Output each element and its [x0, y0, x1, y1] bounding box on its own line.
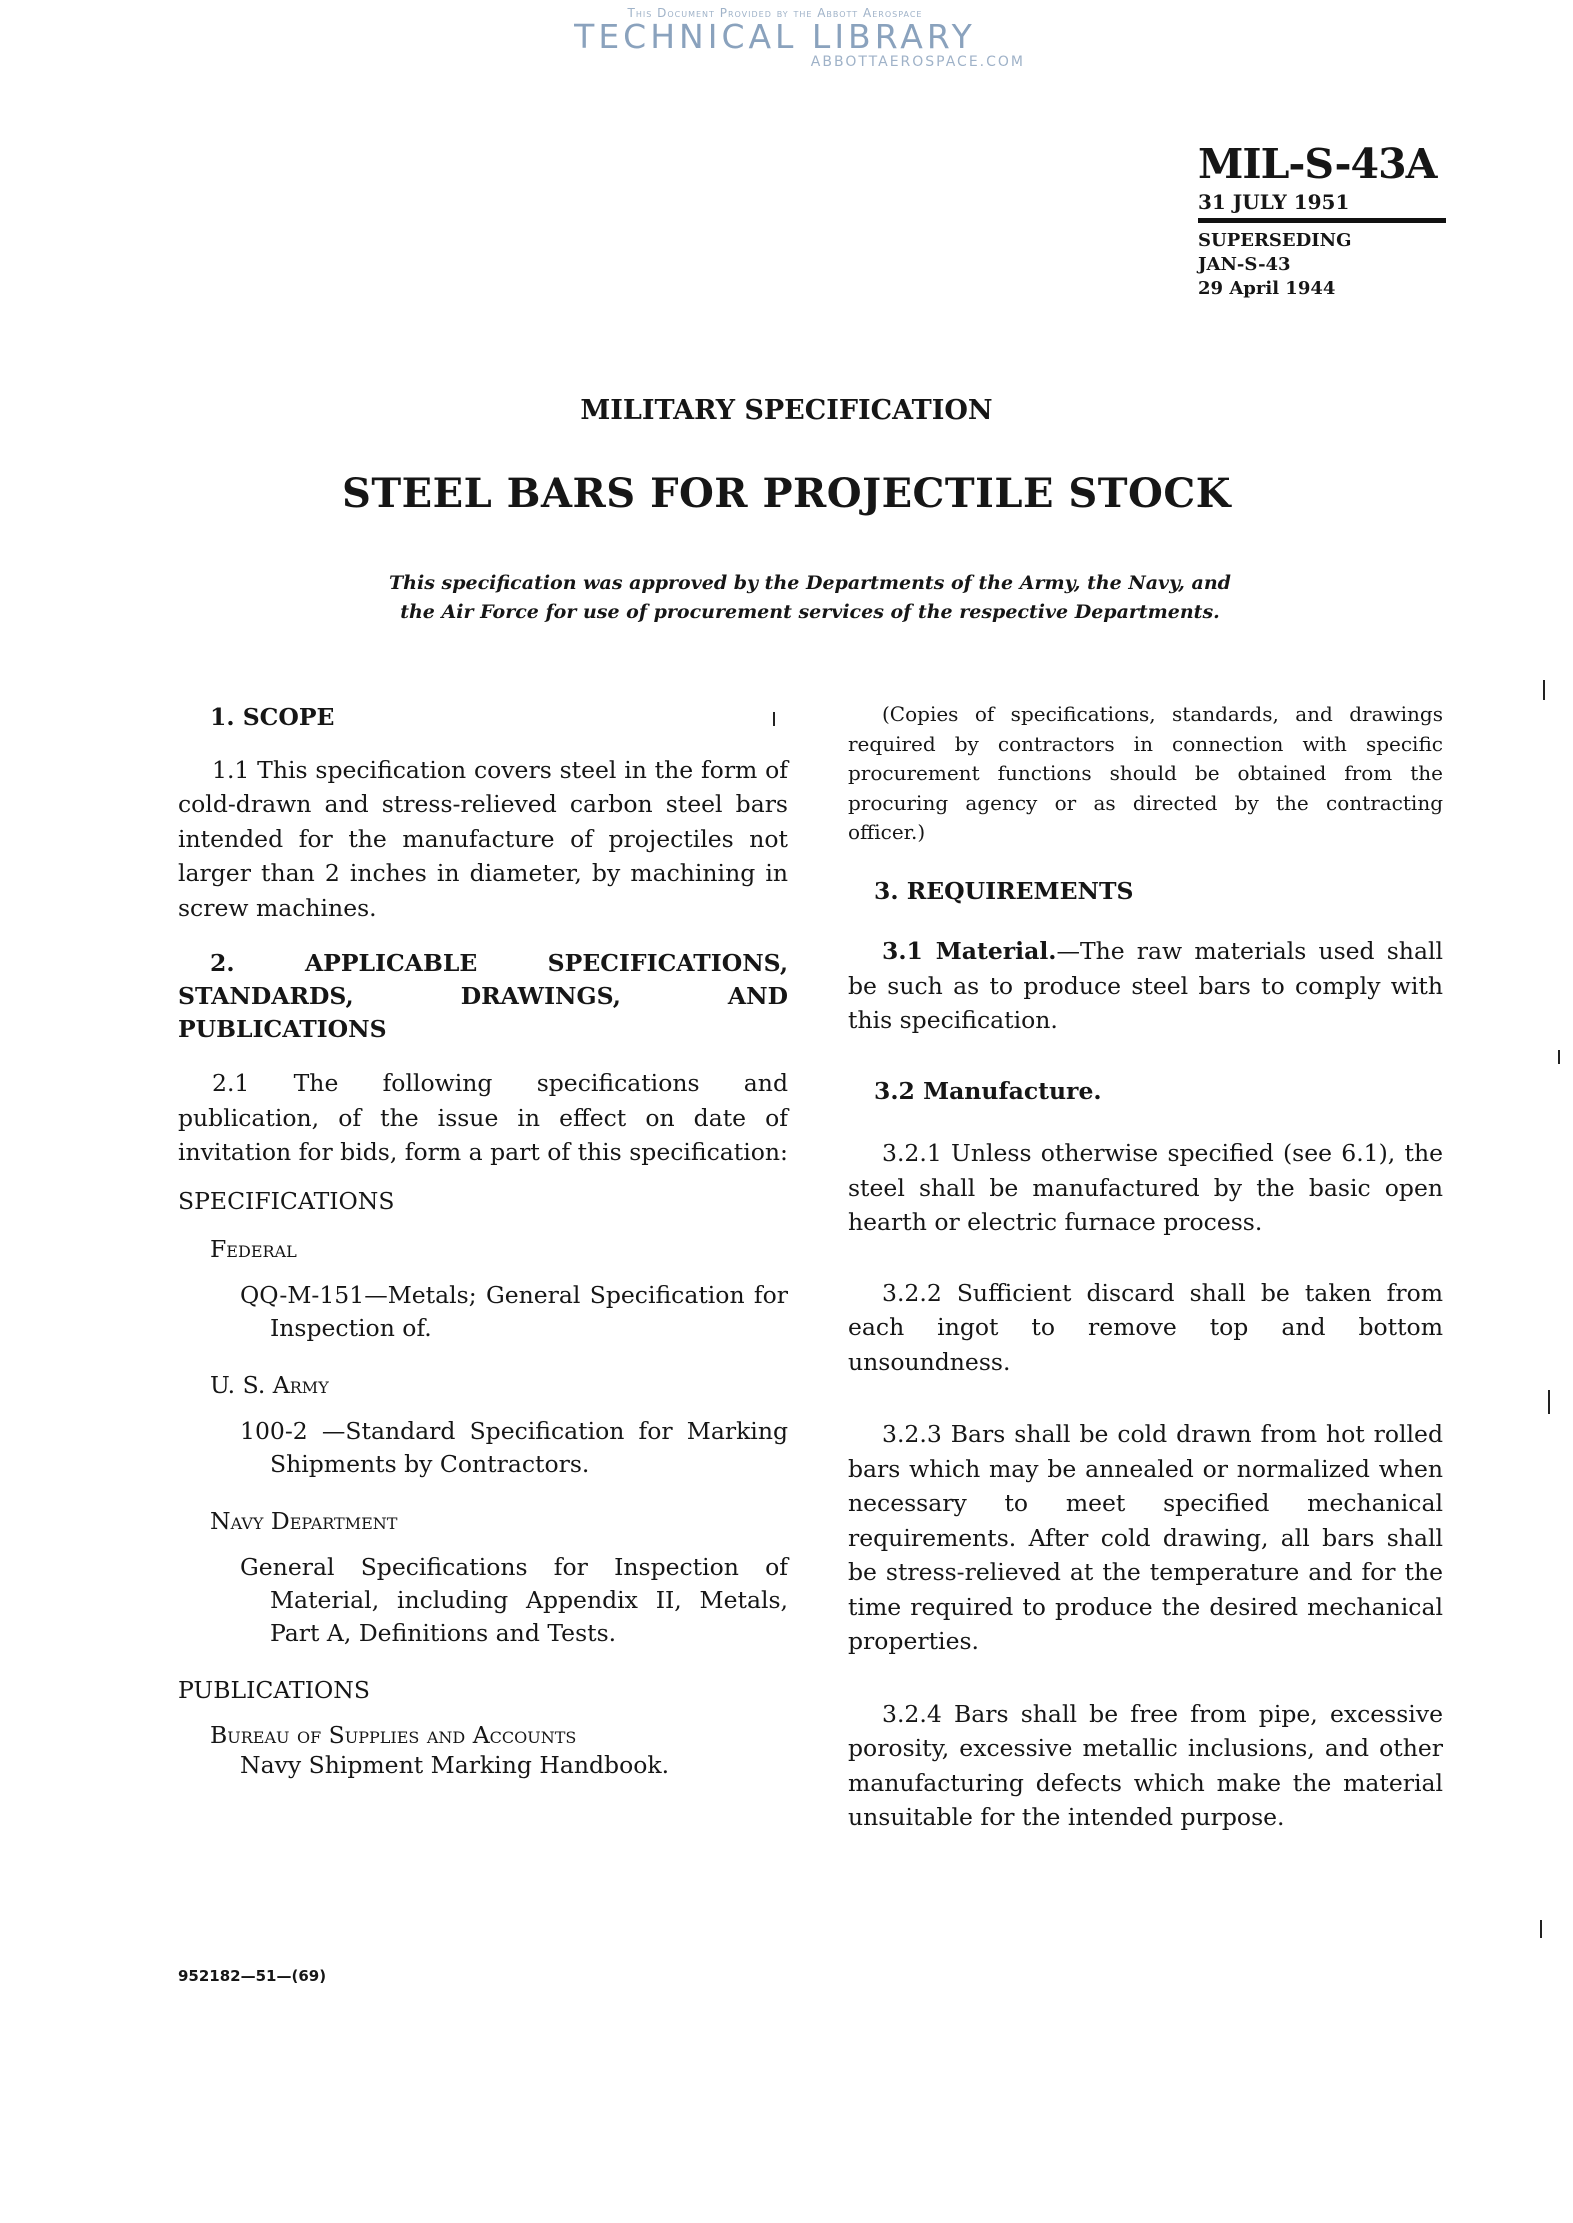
scan-speck: [1540, 1920, 1542, 1938]
bureau-heading: Bureau of Supplies and Accounts: [210, 1720, 577, 1749]
requirement-3-2-3: 3.2.3 Bars shall be cold drawn from hot rolled bars which may be annealed or normalized when necessary to meet specified mechanical requirements. After cold drawing, all bars shall be stress-relieved at the temperature and for the time required to produce the desired mechanical properties.: [848, 1420, 1443, 1655]
requirement-3-1-text: —The raw materials used shall be such as to produce steel bars to comply with this specification.: [848, 937, 1443, 1034]
scan-speck: [1548, 1390, 1550, 1414]
scan-speck: [1558, 1050, 1560, 1064]
left-column: [178, 700, 788, 1780]
requirement-3-2-2: 3.2.2 Sufficient discard shall be taken from each ingot to remove top and bottom unsoundness.: [848, 1278, 1443, 1376]
army-heading: U. S. Army: [210, 1371, 329, 1399]
federal-spec-entry: QQ-M-151—Metals; General Specification for Inspection of.: [240, 1280, 788, 1342]
publications-heading: PUBLICATIONS: [178, 1676, 370, 1704]
manufacture-heading: 3.2 Manufacture.: [874, 1076, 1102, 1105]
scope-heading: 1. SCOPE: [210, 703, 335, 731]
approval-statement: [330, 569, 1290, 627]
spec-date: 31 JULY 1951: [1198, 190, 1350, 214]
specifications-heading: SPECIFICATIONS: [178, 1186, 395, 1215]
superseding-label: SUPERSEDING: [1198, 230, 1352, 251]
federal-heading: Federal: [210, 1235, 297, 1263]
watermark-url[interactable]: ABBOTTAEROSPACE.COM: [810, 54, 1025, 70]
superseded-spec: JAN-S-43: [1198, 254, 1291, 275]
watermark: [515, 6, 1035, 70]
bureau-entry: Navy Shipment Marking Handbook.: [240, 1750, 670, 1779]
applicable-paragraph-2-1: 2.1 The following specifications and publication, of the issue in effect on date of invitation for bids, form a part of this specification:: [178, 1069, 788, 1166]
requirement-3-1: [848, 934, 1443, 1038]
spec-header-block: [1198, 140, 1448, 301]
navy-spec-entry: General Specifications for Inspection of Material, including Appendix II, Metals, Part A, Definitions and Tests.: [240, 1552, 788, 1647]
header-rule: [1198, 218, 1446, 223]
right-column: [848, 700, 1443, 1835]
scope-paragraph-1-1: 1.1 This specification covers steel in the form of cold-drawn and stress-relieved carbon steel bars intended for the manufacture of projectiles not larger than 2 inches in diameter, by machining in screw machines.: [178, 755, 788, 922]
spec-number: MIL-S-43A: [1198, 140, 1437, 188]
requirements-heading: 3. REQUIREMENTS: [874, 876, 1134, 905]
scan-speck: [773, 712, 775, 726]
requirement-3-2-1: 3.2.1 Unless otherwise specified (see 6.1), the steel shall be manufactured by the basic open hearth or electric furnace process.: [848, 1139, 1443, 1236]
army-spec-entry: 100-2 —Standard Specification for Marking Shipments by Contractors.: [240, 1416, 788, 1478]
print-code: 952182—51—(69): [178, 1967, 327, 1985]
document-title: STEEL BARS FOR PROJECTILE STOCK: [341, 470, 1231, 517]
document-type: MILITARY SPECIFICATION: [580, 395, 993, 426]
applicable-docs-heading: 2. APPLICABLE SPECIFICATIONS, STANDARDS, DRAWINGS, AND PUBLICATIONS: [178, 949, 788, 1043]
navy-heading: Navy Department: [210, 1507, 398, 1535]
watermark-library: TECHNICAL LIBRARY: [574, 17, 976, 56]
requirement-3-2-4: 3.2.4 Bars shall be free from pipe, excessive porosity, excessive metallic inclusions, and other manufacturing defects which make the material unsuitable for the intended purpose.: [848, 1699, 1443, 1831]
approval-line-1: This specification was approved by the Departments of the Army, the Navy, and: [389, 572, 1231, 594]
requirement-3-1-label: 3.1 Material.: [882, 937, 1057, 965]
watermark-provided-by: This Document Provided by the Abbott Aerospace: [627, 6, 923, 20]
superseded-date: 29 April 1944: [1198, 278, 1336, 299]
approval-line-2: the Air Force for use of procurement services of the respective Departments.: [400, 601, 1220, 623]
scan-speck: [1543, 680, 1545, 700]
copies-note: (Copies of specifications, standards, and drawings required by contractors in connection with specific procurement functions should be obtained from the procuring agency or as directed by the contracting officer.): [848, 702, 1443, 844]
